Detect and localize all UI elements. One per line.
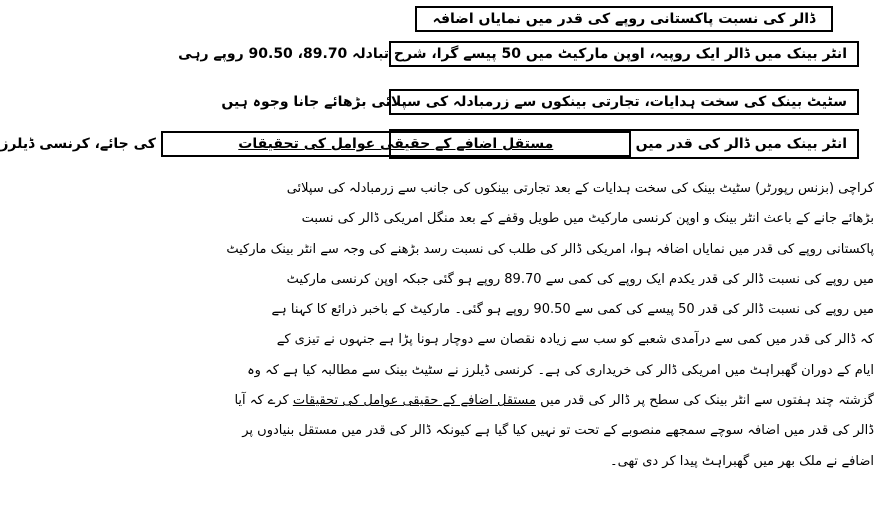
main-headline-text: ڈالر کی نسبت پاکستانی روپے کی قدر میں نمایاں اضافہ <box>415 6 834 32</box>
body-line: میں روپے کی نسبت ڈالر کی قدر 50 پیسے کی کمی سے 90.50 روپے ہو گئی۔ مارکیٹ کے باخبر ذرائع کا کہنا ہے <box>271 302 874 318</box>
underlined-phrase: مستقل اضافے کے حقیقی عوامل کی تحقیقات <box>292 393 536 409</box>
body-line: ایام کے دوران گھبراہٹ میں امریکی ڈالر کی خریداری کی ہے۔ کرنسی ڈیلرز نے سٹیٹ بینک سے مطالبہ کیا ہے کہ وہ <box>247 362 874 378</box>
subhead-1-text: انٹر بینک میں ڈالر ایک روپیہ، اوپن مارکیٹ میں 50 پیسے گرا، شرح تبادلہ 89.70، 90.50 روپے رہی <box>389 41 859 67</box>
main-headline <box>372 6 876 32</box>
body-line: کہ ڈالر کی قدر میں کمی سے درآمدی شعبے کو سب سے زیادہ نقصان سے دوچار ہونا پڑا ہے جنہوں نے تیزی کے <box>276 332 874 348</box>
body-line: میں روپے کی نسبت ڈالر کی قدر یکدم ایک روپے کی کمی سے 89.70 روپے ہو گئی جبکہ اوپن کرنسی مارکیٹ <box>286 271 874 287</box>
subhead-2 <box>221 89 876 115</box>
body-line: اضافے نے ملک بھر میں گھبراہٹ پیدا کر دی تھی۔ <box>610 453 874 469</box>
body-line: پاکستانی روپے کی قدر میں نمایاں اضافہ ہوا، امریکی ڈالر کی طلب کی نسبت رسد بڑھنے کی وجہ سے انٹر بینک مارکیٹ <box>226 241 874 257</box>
body-line: ڈالر کی قدر میں اضافہ سوچے سمجھے منصوبے کے تحت تو نہیں کیا گیا ہے کیونکہ ڈالر کی قدر میں مستقل بنیادوں پر <box>242 423 874 439</box>
body-line: بڑھائے جانے کے باعث انٹر بینک و اوپن کرنسی مارکیٹ میں طویل وقفے کے بعد منگل امریکی ڈالر کی نسبت <box>301 211 874 227</box>
body-line: کراچی (بزنس رپورٹر) سٹیٹ بینک کی سخت ہدایات کے بعد تجارتی بینکوں کی جانب سے زرمبادلہ کی سپلائی <box>286 181 874 196</box>
article-body <box>226 174 874 477</box>
subhead-1 <box>178 41 876 67</box>
subhead-2-text: سٹیٹ بینک کی سخت ہدایات، تجارتی بینکوں سے زرمبادلہ کی سپلائی بڑھائے جانا وجوہ ہیں <box>389 89 859 115</box>
subhead-3 <box>0 129 876 159</box>
underlined-phrase: مستقل اضافے کے حقیقی عوامل کی تحقیقات <box>161 131 631 157</box>
body-line: گزشتہ چند ہفتوں سے انٹر بینک کی سطح پر ڈالر کی قدر میں مستقل اضافے کے حقیقی عوامل کی تحقیقات کرے کہ آیا <box>234 393 874 409</box>
subhead-3-text: انٹر بینک میں ڈالر کی قدر میں مستقل اضافے کے حقیقی عوامل کی تحقیقات کی جائے، کرنسی ڈیلرز <box>389 129 859 159</box>
